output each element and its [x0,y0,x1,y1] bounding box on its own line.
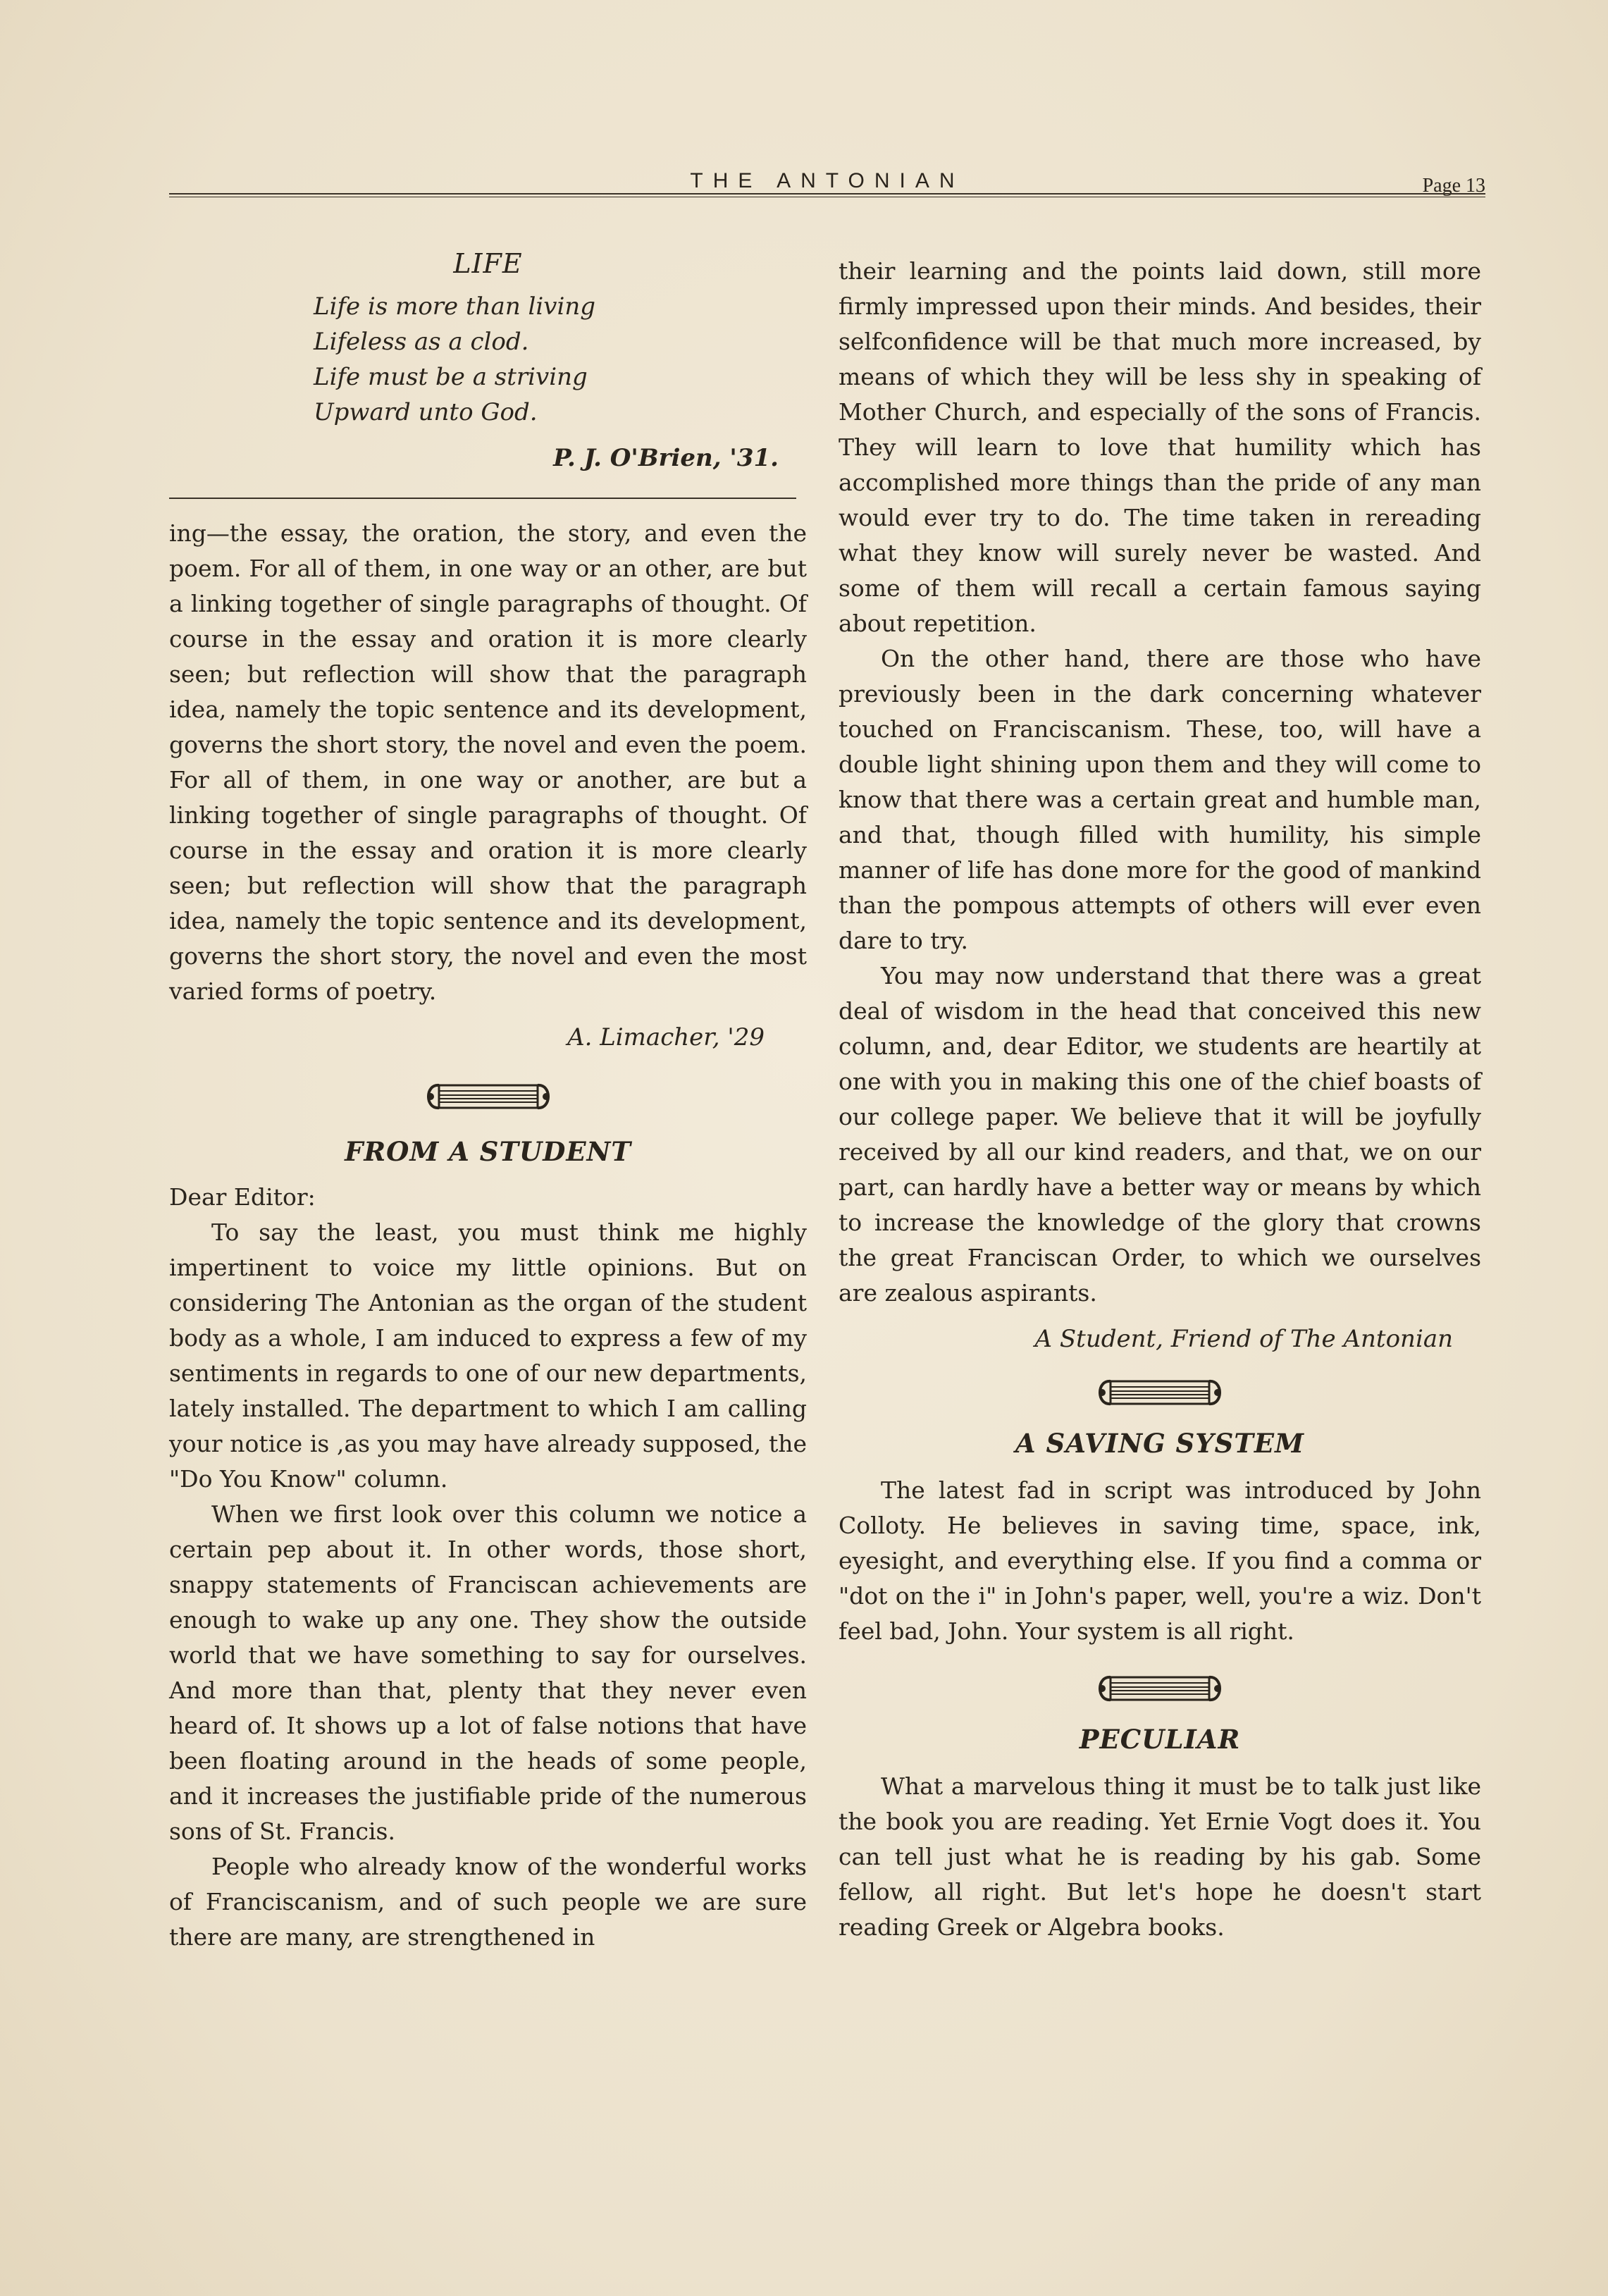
scroll-ornament [839,1669,1481,1708]
saving-title: A SAVING SYSTEM [1015,1428,1305,1459]
header-rule [169,193,1485,197]
student-paragraph: To say the least, you must think me highly impertinent to voice my little opinions. But on considering The Antonian as the organ of the student body as a whole, I am induced to express a few of my sentiments in regards to one of our new departments, lately installed. The department to which I am calling your notice is ,as you may have already supposed, the "Do You Know" column. [169,1218,807,1493]
student-title: FROM A STUDENT [345,1136,631,1167]
header-title: THE ANTONIAN [690,169,965,192]
poem-line: Lifeless as a clod. [314,328,529,356]
student-paragraph: When we first look over this column we notice a certain pep about it. In other words, those short, snappy statements of Franciscan achievements are enough to wake up any one. They show the outside world that we have something to say for ourselves. And more than that, plenty that they never even heard of. It shows up a lot of false notions that have been floating around in the heads of some people, and it increases the justifiable pride of the numerous sons of St. Francis. [169,1500,807,1845]
essay-text: ing—the essay, the oration, the story, and even the poem. For all of them, in one way or an other, are but a linking together of single paragraphs of thought. Of course in the essay and oration it is more clearly seen; but reflection will show that the paragraph idea, namely the topic sentence and its development, governs the short story, the novel and even the poem. For all of them, in one way or another, are but a linking together of single paragraphs of thought. Of course in the essay and oration it is more clearly seen; but reflection will show that the paragraph idea, namely the topic sentence and its development, governs the short story, the novel and even the most varied forms of poetry. [169,519,807,1005]
student-paragraph: On the other hand, there are those who have previously been in the dark concerning whatever touched on Franciscanism. These, too, will have a double light shining upon them and they will come to know that there was a certain great and humble man, and that, though filled with humility, his simple manner of life has done more for the good of mankind than the pompous attempts of others will ever even dare to try. [839,645,1481,954]
student-letter-continued [839,254,1481,1353]
poem-line: Life is more than living [314,292,596,321]
student-paragraph: People who already know of the wonderful works of Franciscanism, and of such people we are sure there are many, are strengthened in [169,1853,807,1951]
poem-line: Upward unto God. [314,398,538,426]
life-poem [169,248,807,472]
student-signature: A Student, Friend of The Antonian [1034,1325,1453,1353]
left-column [169,240,807,1955]
student-salutation: Dear Editor: [169,1183,316,1211]
poem-line: Life must be a striving [314,363,588,391]
poem-author: P. J. O'Brien, '31. [553,444,779,472]
essay-section [169,516,807,1051]
peculiar-title: PECULIAR [1079,1724,1241,1755]
saving-system-section [839,1428,1481,1649]
page-number: Page 13 [1422,175,1485,197]
peculiar-text: What a marvelous thing it must be to talk just like the book you are reading. Yet Ernie Vogt does it. You can tell just what he is reading by his gab. Some fellow, all right. But let's hope he doesn't start reading Greek or Algebra books. [839,1772,1481,1941]
peculiar-section [839,1724,1481,1945]
page-header [169,169,1485,204]
from-a-student-section [169,1136,807,1955]
student-paragraph: their learning and the points laid down, still more firmly impressed upon their minds. And besides, their selfconfidence will be that much more increased, by means of which they will be less shy in speaking of Mother Church, and especially of the sons of Francis. They will learn to love that humility which has accomplished more things than the pride of any man would ever try to do. The time taken in rereading what they know will surely never be wasted. And some of them will recall a certain famous saying about repetition. [839,257,1481,637]
scroll-ornament [169,1077,807,1116]
poem-title: LIFE [453,248,523,279]
saving-text: The latest fad in script was introduced by John Colloty. He believes in saving time, space, ink, eyesight, and everything else. If you find a comma or "dot on the i" in John's paper, well, you're a wiz. Don't feel bad, John. Your system is all right. [839,1476,1481,1645]
poem-lines [314,289,807,430]
essay-author: A. Limacher, '29 [567,1023,765,1051]
right-column [839,254,1481,1945]
scroll-ornament [839,1373,1481,1412]
student-paragraph: You may now understand that there was a great deal of wisdom in the head that conceived this new column, and, dear Editor, we students are heartily at one with you in making this one of the chief boasts of our college paper. We believe that it will be joyfully received by all our kind readers, and that, we on our part, can hardly have a better way or means by which to increase the knowledge of the glory that crowns the great Franciscan Order, to which we ourselves are zealous aspirants. [839,962,1481,1307]
section-divider-rule [169,498,796,499]
